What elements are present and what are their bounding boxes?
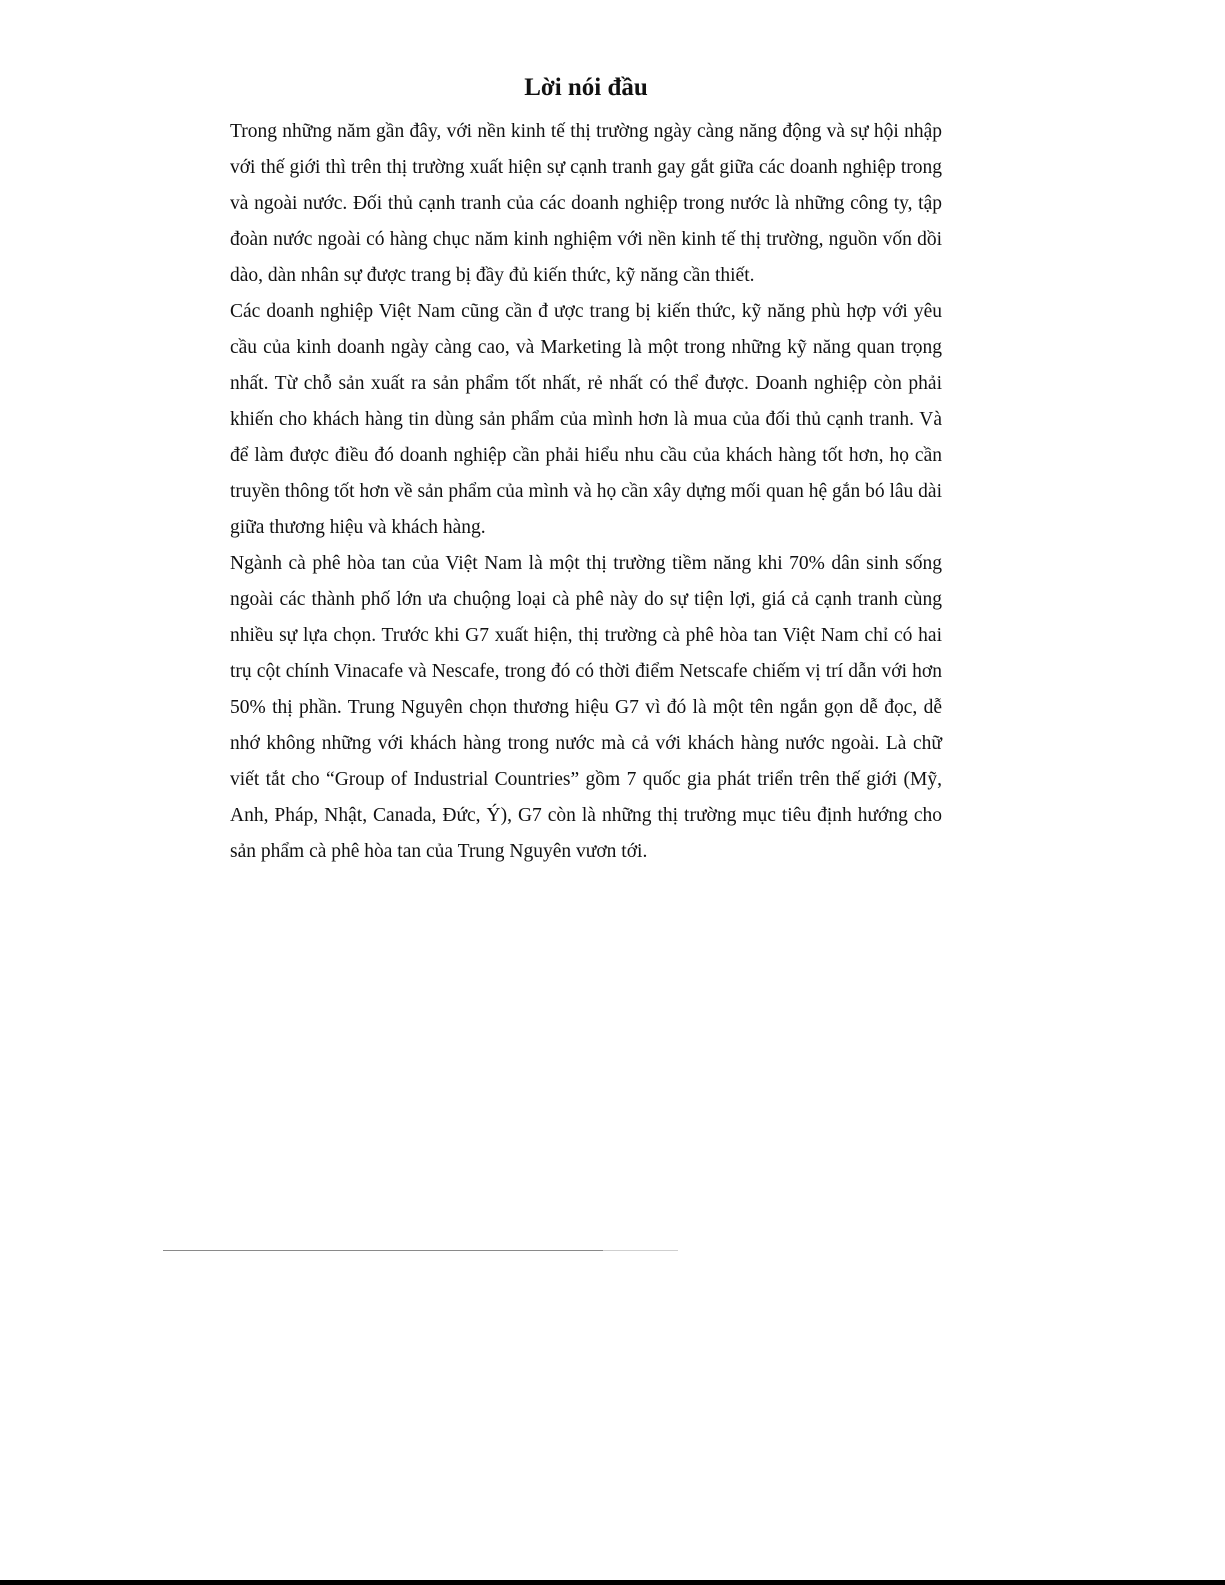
- paragraph-3: Ngành cà phê hòa tan của Việt Nam là một thị trường tiềm năng khi 70% dân sinh sống ngoài các thành phố lớn ưa chuộng loại cà phê này do sự tiện lợi, giá cả cạnh tranh cùng nhiều sự lựa chọn. Trước khi G7 xuất hiện, thị trường cà phê hòa tan Việt Nam chỉ có hai trụ cột chính Vinacafe và Nescafe, trong đó có thời điểm Netscafe chiếm vị trí dẫn với hơn 50% thị phần. Trung Nguyên chọn thương hiệu G7 vì đó là một tên ngắn gọn dễ đọc, dễ nhớ không những với khách hàng trong nước mà cả với khách hàng nước ngoài. Là chữ viết tắt cho “Group of Industrial Countries” gồm 7 quốc gia phát triển trên thế giới (Mỹ, Anh, Pháp, Nhật, Canada, Đức, Ý), G7 còn là những thị trường mục tiêu định hướng cho sản phẩm cà phê hòa tan của Trung Nguyên vươn tới.: [230, 553, 942, 862]
- page-bottom-edge: [0, 1580, 1225, 1585]
- page-title: Lời nói đầu: [524, 74, 648, 101]
- footnote-separator: [163, 1250, 603, 1251]
- paragraph-1: Trong những năm gần đây, với nền kinh tế thị trường ngày càng năng động và sự hội nhập với thế giới thì trên thị trường xuất hiện sự cạnh tranh gay gắt giữa các doanh nghiệp trong và ngoài nước. Đối thủ cạnh tranh của các doanh nghiệp trong nước là những công ty, tập đoàn nước ngoài có hàng chục năm kinh nghiệm với nền kinh tế thị trường, nguồn vốn dồi dào, dàn nhân sự được trang bị đầy đủ kiến thức, kỹ năng cần thiết.: [230, 121, 942, 286]
- body-text: [230, 114, 942, 870]
- footnote-separator-faint: [603, 1250, 678, 1251]
- paragraph-2: Các doanh nghiệp Việt Nam cũng cần đ ược trang bị kiến thức, kỹ năng phù hợp với yêu cầu của kinh doanh ngày càng cao, và Marketing là một trong những kỹ năng quan trọng nhất. Từ chỗ sản xuất ra sản phẩm tốt nhất, rẻ nhất có thể được. Doanh nghiệp còn phải khiến cho khách hàng tin dùng sản phẩm của mình hơn là mua của đối thủ cạnh tranh. Và để làm được điều đó doanh nghiệp cần phải hiểu nhu cầu của khách hàng tốt hơn, họ cần truyền thông tốt hơn về sản phẩm của mình và họ cần xây dựng mối quan hệ gắn bó lâu dài giữa thương hiệu và khách hàng.: [230, 301, 942, 538]
